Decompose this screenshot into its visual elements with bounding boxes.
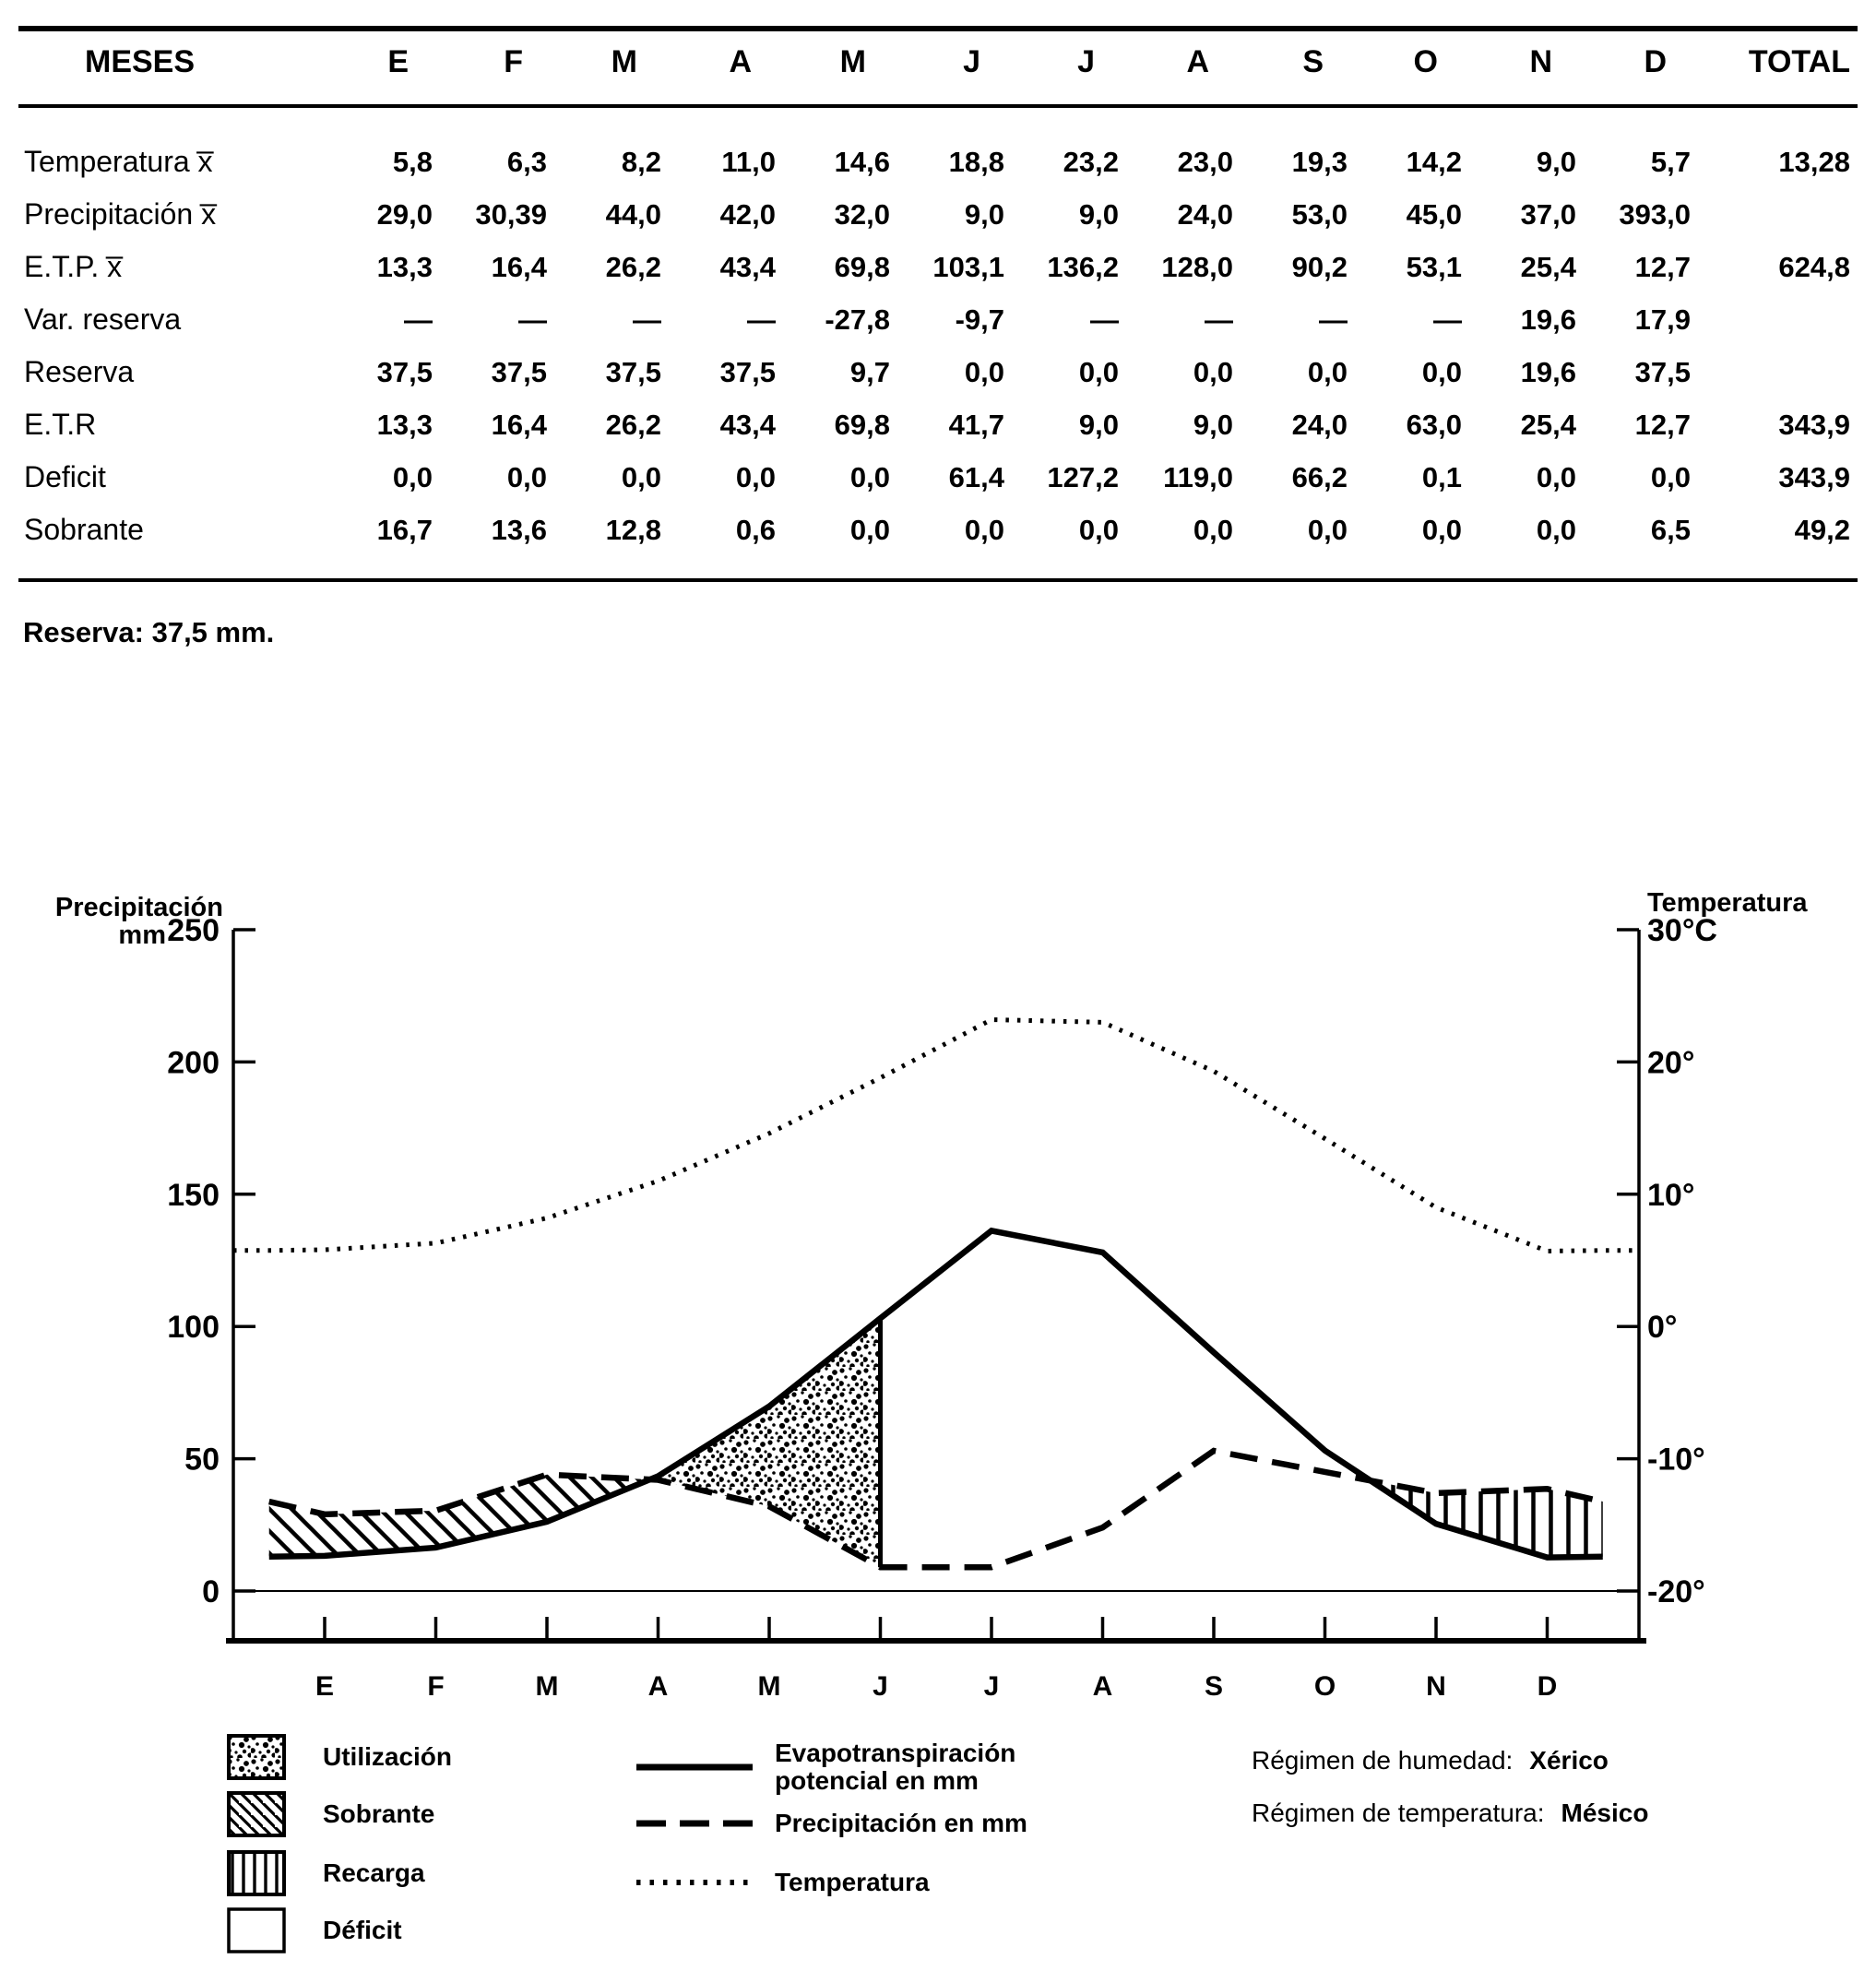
table-cell: 0,0 xyxy=(506,460,547,493)
left-axis-tick-label: 150 xyxy=(167,1177,220,1213)
table-cell: 343,9 xyxy=(1778,408,1850,441)
table-cell: 12,7 xyxy=(1634,408,1691,441)
table-header-cell: J xyxy=(899,29,1014,106)
table-cell: 0,0 xyxy=(1307,355,1348,388)
table-cell: 0,0 xyxy=(621,460,661,493)
table-header-cell: A xyxy=(671,29,785,106)
table-cell: 127,2 xyxy=(1047,460,1119,493)
table-cell: 12,8 xyxy=(605,513,661,546)
left-axis-title: Precipitación xyxy=(54,893,223,922)
x-axis-tick-label: A xyxy=(647,1671,669,1702)
legend-label: Déficit xyxy=(323,1916,402,1944)
table-cell: 119,0 xyxy=(1163,460,1233,493)
table-cell: 16,4 xyxy=(491,408,547,441)
right-axis-tick-label: 20° xyxy=(1647,1045,1695,1081)
table-cell: — xyxy=(518,303,547,336)
table-cell: 0,0 xyxy=(849,513,890,546)
table-row xyxy=(18,398,1858,451)
regimen-temperatura-label: Régimen de temperatura: xyxy=(1252,1799,1545,1827)
table-cell: 5,8 xyxy=(392,145,433,178)
table-cell: 0,0 xyxy=(1078,355,1119,388)
table-cell: 0,6 xyxy=(735,513,776,546)
table-cell: 42,0 xyxy=(719,197,776,231)
x-axis-tick-label: F xyxy=(427,1671,445,1702)
table-cell: 17,9 xyxy=(1634,303,1691,336)
row-label-cell: Temperatura x̅ xyxy=(24,145,213,178)
table-header-cell: M xyxy=(556,29,671,106)
table-cell: 14,2 xyxy=(1406,145,1462,178)
table-cell xyxy=(1700,346,1858,398)
left-axis-unit: mm xyxy=(118,920,166,950)
table-row xyxy=(18,346,1858,398)
table-cell: 0,1 xyxy=(1421,460,1462,493)
table-cell: 128,0 xyxy=(1161,250,1233,283)
table-header-cell: MESES xyxy=(18,29,327,106)
regimen-humedad-label: Régimen de humedad: xyxy=(1252,1746,1514,1775)
table-cell: 37,5 xyxy=(605,355,661,388)
table-cell: 0,0 xyxy=(1421,355,1462,388)
regimen-humedad-value: Xérico xyxy=(1529,1746,1609,1775)
table-cell: 23,0 xyxy=(1177,145,1233,178)
table-header-cell: O xyxy=(1357,29,1471,106)
recarga-swatch-icon xyxy=(227,1850,286,1896)
right-axis-title: Temperatura xyxy=(1647,888,1808,918)
table-cell: 624,8 xyxy=(1778,250,1850,283)
table-cell: 8,2 xyxy=(621,145,661,178)
table-cell: 37,5 xyxy=(376,355,433,388)
regimen-temperatura xyxy=(1252,1799,1648,1828)
table-cell: 12,7 xyxy=(1634,250,1691,283)
left-axis-tick-label: 250 xyxy=(167,913,220,948)
table-cell: 6,5 xyxy=(1650,513,1691,546)
table-cell: 0,0 xyxy=(1193,513,1233,546)
table-cell: 53,0 xyxy=(1291,197,1348,231)
table-cell: — xyxy=(1205,303,1233,336)
table-cell: 9,0 xyxy=(964,197,1004,231)
right-axis-tick-label: -10° xyxy=(1647,1442,1705,1478)
table-cell: — xyxy=(1433,303,1462,336)
legend-item-etp-line xyxy=(635,1739,1051,1795)
table-cell: 45,0 xyxy=(1406,197,1462,231)
legend-item-sobrante xyxy=(227,1791,434,1837)
table-cell: 37,5 xyxy=(1634,355,1691,388)
table-header-cell: D xyxy=(1585,29,1700,106)
table-cell: 24,0 xyxy=(1291,408,1348,441)
table-cell: 37,5 xyxy=(491,355,547,388)
table-cell: 43,4 xyxy=(719,250,776,283)
legend-item-recarga xyxy=(227,1850,425,1896)
row-label-cell: Precipitación x̅ xyxy=(24,197,217,231)
table-cell: 11,0 xyxy=(721,145,776,178)
table-header-cell: M xyxy=(785,29,899,106)
table-cell: 49,2 xyxy=(1794,513,1850,546)
table-cell: 0,0 xyxy=(1536,513,1576,546)
table-cell: 29,0 xyxy=(376,197,433,231)
table-cell xyxy=(1700,293,1858,346)
table-cell: 13,3 xyxy=(376,408,433,441)
table-cell: 0,0 xyxy=(392,460,433,493)
table-row xyxy=(18,451,1858,504)
legend-label: Temperatura xyxy=(775,1868,930,1896)
legend-label: Utilización xyxy=(323,1742,453,1771)
x-axis-tick-label: M xyxy=(757,1671,781,1702)
utilizacion-swatch-icon xyxy=(227,1734,286,1780)
table-cell: 23,2 xyxy=(1063,145,1119,178)
table-cell: 0,0 xyxy=(964,513,1004,546)
table-header-cell: S xyxy=(1242,29,1357,106)
table-cell: 16,4 xyxy=(491,250,547,283)
temperatura-line xyxy=(233,1020,1639,1252)
table-cell: — xyxy=(404,303,433,336)
table-cell: 25,4 xyxy=(1520,408,1576,441)
right-axis-tick-label: 30°C xyxy=(1647,913,1717,948)
table-cell: 0,0 xyxy=(1650,460,1691,493)
table-cell: 103,1 xyxy=(932,250,1004,283)
table-cell: 37,5 xyxy=(719,355,776,388)
reserva-note: Reserva: 37,5 mm. xyxy=(23,616,275,648)
table-cell: — xyxy=(747,303,776,336)
table-row xyxy=(18,106,1858,188)
table-cell: 26,2 xyxy=(605,408,661,441)
table-cell: 393,0 xyxy=(1619,197,1691,231)
right-axis-tick-label: 0° xyxy=(1647,1310,1678,1346)
deficit-swatch-icon xyxy=(227,1907,286,1953)
table-cell: 37,0 xyxy=(1520,197,1576,231)
left-axis-tick-label: 0 xyxy=(202,1574,220,1609)
table-cell: 0,0 xyxy=(1536,460,1576,493)
table-cell: -9,7 xyxy=(955,303,1004,336)
x-axis-tick-label: O xyxy=(1313,1671,1336,1702)
table-cell: 90,2 xyxy=(1291,250,1348,283)
legend-item-deficit xyxy=(227,1907,402,1953)
legend-label: Sobrante xyxy=(323,1799,435,1828)
table-cell: 0,0 xyxy=(735,460,776,493)
table-row xyxy=(18,241,1858,293)
table-row xyxy=(18,504,1858,580)
table-cell: 63,0 xyxy=(1406,408,1462,441)
table-cell: 0,0 xyxy=(849,460,890,493)
row-label-cell: Reserva xyxy=(24,355,135,388)
right-axis-tick-label: -20° xyxy=(1647,1574,1705,1609)
table-cell: 5,7 xyxy=(1650,145,1691,178)
table-header-cell: A xyxy=(1128,29,1242,106)
table-cell: 43,4 xyxy=(719,408,776,441)
table-cell: — xyxy=(1090,303,1119,336)
x-axis-tick-label: M xyxy=(535,1671,559,1702)
table-cell: 0,0 xyxy=(964,355,1004,388)
row-label-cell: E.T.R xyxy=(24,408,97,441)
legend-item-temp-line xyxy=(635,1869,930,1896)
table-cell: 69,8 xyxy=(834,250,890,283)
table-cell: 136,2 xyxy=(1047,250,1119,283)
solid-line-icon xyxy=(635,1760,754,1775)
table-cell: 0,0 xyxy=(1421,513,1462,546)
regimen-humedad xyxy=(1252,1746,1609,1775)
legend-item-utilizacion xyxy=(227,1734,452,1780)
legend-item-precip-line xyxy=(635,1810,1027,1837)
left-axis-tick-label: 100 xyxy=(167,1310,220,1346)
table-cell: — xyxy=(633,303,661,336)
table-cell: 41,7 xyxy=(948,408,1004,441)
table-cell: 0,0 xyxy=(1078,513,1119,546)
table-cell: 32,0 xyxy=(834,197,890,231)
table-header-cell: E xyxy=(327,29,442,106)
dotted-line-icon xyxy=(635,1875,754,1890)
table-header-row xyxy=(18,29,1858,106)
table-cell: 13,6 xyxy=(491,513,547,546)
table-header-cell: J xyxy=(1014,29,1128,106)
table-cell: 19,3 xyxy=(1291,145,1348,178)
sobrante-swatch-icon xyxy=(227,1791,286,1837)
row-label-cell: E.T.P. x̅ xyxy=(24,250,123,283)
table-cell: 0,0 xyxy=(1307,513,1348,546)
legend-label: Evapotranspiración potencial en mm xyxy=(775,1739,1016,1796)
x-axis-tick-label: E xyxy=(315,1671,335,1702)
row-label-cell: Var. reserva xyxy=(24,303,182,336)
table-cell: 14,6 xyxy=(834,145,890,178)
table-cell: 44,0 xyxy=(605,197,661,231)
x-axis-tick-label: S xyxy=(1204,1671,1224,1702)
right-axis-tick-label: 10° xyxy=(1647,1177,1695,1213)
row-label-cell: Deficit xyxy=(24,460,106,493)
table-cell: 19,6 xyxy=(1520,355,1576,388)
table-cell: 6,3 xyxy=(506,145,547,178)
regimen-temperatura-value: Mésico xyxy=(1561,1799,1649,1827)
table-cell: 9,7 xyxy=(849,355,890,388)
legend-label: Recarga xyxy=(323,1858,425,1887)
water-balance-table xyxy=(18,26,1858,582)
table-cell: 16,7 xyxy=(376,513,433,546)
row-label-cell: Sobrante xyxy=(24,513,144,546)
table-cell: 18,8 xyxy=(948,145,1004,178)
utilizacion-area xyxy=(650,1318,881,1567)
table-cell: 69,8 xyxy=(834,408,890,441)
table-cell: 9,0 xyxy=(1078,197,1119,231)
table-cell: 13,3 xyxy=(376,250,433,283)
table-cell: 25,4 xyxy=(1520,250,1576,283)
table-body xyxy=(18,106,1858,580)
table-cell: 0,0 xyxy=(1193,355,1233,388)
x-axis-tick-label: A xyxy=(1092,1671,1113,1702)
x-axis-tick-label: J xyxy=(983,1671,1000,1702)
table-cell: 66,2 xyxy=(1291,460,1348,493)
legend-label: Precipitación en mm xyxy=(775,1809,1027,1837)
table-row xyxy=(18,293,1858,346)
left-axis-tick-label: 50 xyxy=(184,1442,220,1478)
table-header-cell: TOTAL xyxy=(1700,29,1858,106)
x-axis-tick-label: J xyxy=(873,1671,888,1702)
x-axis-tick-label: D xyxy=(1537,1671,1558,1702)
table-header-cell: N xyxy=(1471,29,1585,106)
dashed-line-icon xyxy=(635,1816,754,1831)
table-cell: -27,8 xyxy=(825,303,890,336)
table-cell: — xyxy=(1319,303,1348,336)
table-cell: 61,4 xyxy=(948,460,1004,493)
table-cell: 26,2 xyxy=(605,250,661,283)
table-cell: 24,0 xyxy=(1177,197,1233,231)
table-cell: 13,28 xyxy=(1778,145,1850,178)
x-axis-tick-label: N xyxy=(1426,1671,1446,1702)
table-header-cell: F xyxy=(442,29,556,106)
table-cell: 9,0 xyxy=(1078,408,1119,441)
table-cell: 53,1 xyxy=(1406,250,1462,283)
table-cell xyxy=(1700,188,1858,241)
table-cell: 19,6 xyxy=(1520,303,1576,336)
table-cell: 9,0 xyxy=(1193,408,1233,441)
left-axis-tick-label: 200 xyxy=(167,1045,220,1081)
table-cell: 343,9 xyxy=(1778,460,1850,493)
table-cell: 9,0 xyxy=(1536,145,1576,178)
table-cell: 30,39 xyxy=(475,197,547,231)
table-row xyxy=(18,188,1858,241)
